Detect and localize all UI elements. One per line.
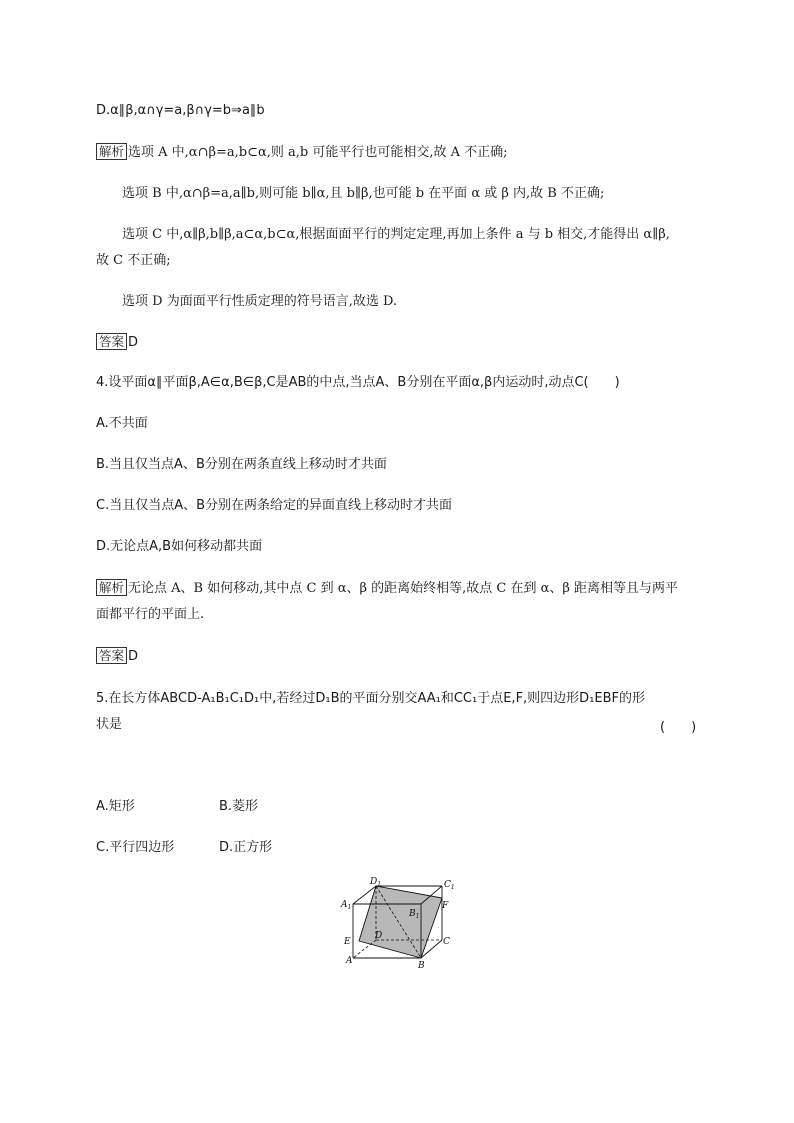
label-d1: $D_1$: [370, 877, 382, 888]
q4-option-d: D.无论点A,B如何移动都共面: [96, 539, 263, 554]
label-e: E: [344, 937, 351, 947]
label-a: A: [346, 956, 353, 966]
cuboid-figure: [338, 874, 462, 972]
q3-analysis-line-3: 选项 C 中,α∥β,b∥β,a⊂α,b⊂α,根据面面平行的判定定理,再加上条件 a 与 b 相交,才能得出 α∥β,: [122, 227, 670, 242]
label-a1: $A_1$: [341, 900, 352, 911]
q3-analysis-tag: 解析: [96, 143, 127, 160]
q5-stem-line-1: 5.在长方体ABCD-A₁B₁C₁D₁中,若经过D₁B的平面分别交AA₁和CC₁于点E,F,则四边形D₁EBF的形: [96, 691, 646, 706]
q5-option-a: A.矩形: [96, 799, 135, 814]
q4-option-c: C.当且仅当点A、B分别在两条给定的异面直线上移动时才共面: [96, 498, 453, 513]
q3-option-d: D.α∥β,α∩γ=a,β∩γ=b⇒a∥b: [96, 103, 265, 118]
q5-option-c: C.平行四边形: [96, 840, 175, 855]
q3-analysis-line-2: 选项 B 中,α∩β=a,a∥b,则可能 b∥α,且 b∥β,也可能 b 在平面 α 或 β 内,故 B 不正确;: [122, 186, 605, 201]
label-d: D: [375, 931, 383, 941]
q3-answer-tag: 答案: [96, 333, 127, 350]
label-c1: $C_1$: [444, 880, 455, 891]
q5-option-b: B.菱形: [219, 799, 259, 814]
q4-analysis-line-1: 解析 无论点 A、B 如何移动,其中点 C 到 α、β 的距离始终相等,故点 C 在到 α、β 距离相等且与两平: [96, 579, 678, 598]
q4-option-b: B.当且仅当点A、B分别在两条直线上移动时才共面: [96, 457, 387, 472]
label-c: C: [443, 937, 450, 947]
q4-analysis-tag: 解析: [96, 579, 127, 596]
q5-answer-blank: ( ): [660, 720, 697, 735]
q4-option-a: A.不共面: [96, 416, 148, 431]
q4-answer: 答案 D: [96, 647, 138, 666]
q3-analysis-line-4: 故 C 不正确;: [96, 253, 171, 268]
label-b: B: [418, 961, 425, 971]
q3-analysis-line-5: 选项 D 为面面平行性质定理的符号语言,故选 D.: [122, 294, 398, 309]
q5-option-d: D.正方形: [219, 840, 273, 855]
q3-answer: 答案 D: [96, 333, 138, 352]
q5-stem-line-2: 状是: [96, 717, 123, 732]
q4-stem: 4.设平面α∥平面β,A∈α,B∈β,C是AB的中点,当点A、B分别在平面α,β内运动时,动点C( ): [96, 375, 620, 390]
label-b1: $B_1$: [409, 909, 420, 920]
q3-analysis-line-1: 解析 选项 A 中,α∩β=a,b⊂α,则 a,b 可能平行也可能相交,故 A 不正确;: [96, 143, 508, 162]
label-f: F: [442, 901, 449, 911]
q4-analysis-line-2: 面都平行的平面上.: [96, 607, 205, 622]
q4-answer-tag: 答案: [96, 647, 127, 664]
